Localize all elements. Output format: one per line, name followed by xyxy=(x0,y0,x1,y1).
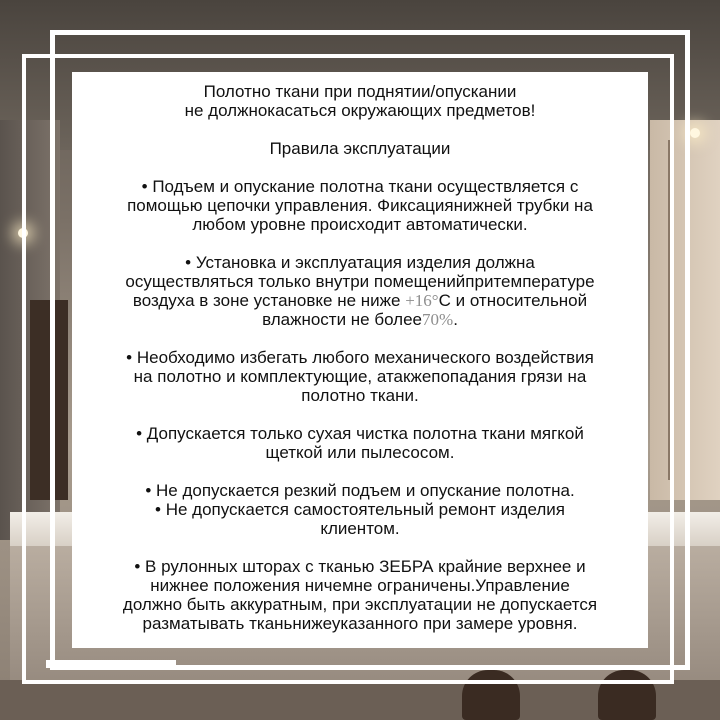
rule-line: на полотно и комплектующие, атакжепопадания грязи на xyxy=(133,367,587,386)
rule-line: помощью цепочки управления. Фиксациянижней трубки на xyxy=(127,196,593,215)
rule-text: С и относительной xyxy=(438,291,588,310)
rule-line: разматывать тканьнижеуказанного при замере уровня. xyxy=(142,614,578,633)
rule-text: . xyxy=(453,310,458,329)
warning-line: не должнокасаться окружающих предметов! xyxy=(184,101,536,120)
rule-line: полотно ткани. xyxy=(301,386,419,405)
rule-line: нижнее положения ничемне ограничены.Управление xyxy=(150,576,570,595)
temperature-value: +16° xyxy=(405,291,439,310)
rule-line: осуществляться только внутри помещенийпритемпературе xyxy=(125,272,595,291)
humidity-value: 70% xyxy=(422,310,454,329)
rule-line: • В рулонных шторах с тканью ЗЕБРА крайние верхнее и xyxy=(134,557,586,576)
rule-line: • Допускается только сухая чистка полотна ткани мягкой xyxy=(136,424,584,443)
rule-line: щеткой или пылесосом. xyxy=(265,443,455,462)
rules-title: Правила эксплуатации xyxy=(269,139,451,158)
rule-line: • Не допускается самостоятельный ремонт изделия xyxy=(155,500,565,519)
warning-line: Полотно ткани при поднятии/опускании xyxy=(203,82,517,101)
rule-line: • Подъем и опускание полотна ткани осуществляется с xyxy=(141,177,579,196)
rule-item xyxy=(86,557,634,633)
rule-line xyxy=(86,291,634,310)
rule-item xyxy=(86,253,634,329)
instructions-card xyxy=(72,72,648,648)
rule-item xyxy=(86,481,634,538)
decorative-frame-bar xyxy=(46,660,176,668)
rule-text: воздуха в зоне установке не ниже xyxy=(132,291,406,310)
rule-line: • Необходимо избегать любого механического воздействия xyxy=(126,348,594,367)
rule-item xyxy=(86,348,634,405)
rule-item xyxy=(86,424,634,462)
rule-line xyxy=(86,310,634,329)
rule-line: любом уровне происходит автоматически. xyxy=(192,215,528,234)
rule-text: влажности не более xyxy=(262,310,423,329)
ceiling-spotlight xyxy=(690,128,700,138)
rule-line: должно быть аккуратным, при эксплуатации не допускается xyxy=(122,595,598,614)
rule-line: • Не допускается резкий подъем и опускание полотна. xyxy=(145,481,575,500)
rule-item xyxy=(86,177,634,234)
rule-line: клиентом. xyxy=(320,519,400,538)
rule-line: • Установка и эксплуатация изделия должна xyxy=(185,253,535,272)
